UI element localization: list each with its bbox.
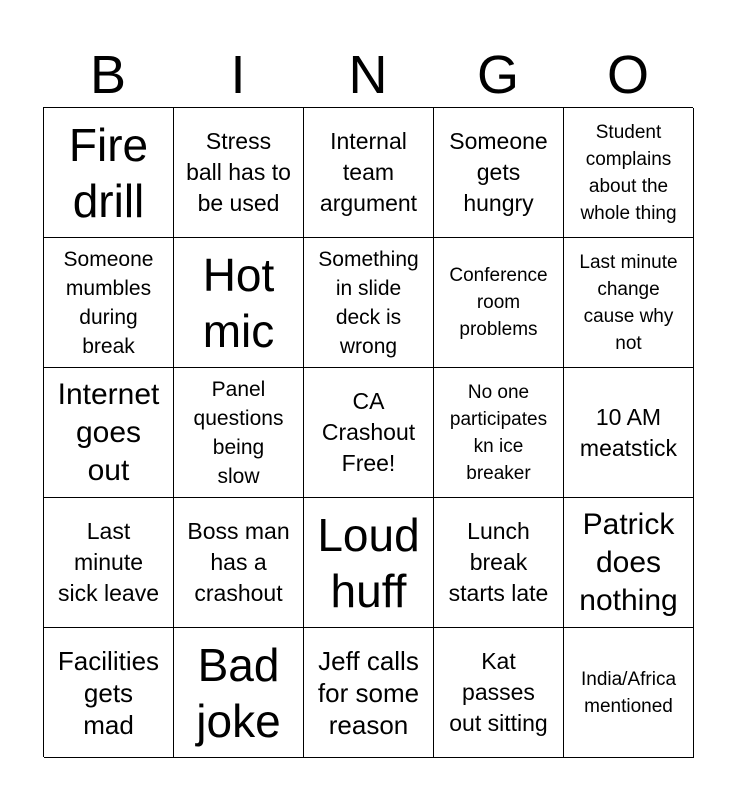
header-letter-i: I xyxy=(230,45,246,105)
cell-text: Last minute change cause why not xyxy=(579,251,678,354)
header-letter-o: O xyxy=(606,45,649,105)
bingo-cell[interactable] xyxy=(44,108,174,238)
bingo-cell[interactable] xyxy=(174,498,304,628)
cell-text: Kat passes out sitting xyxy=(449,648,548,736)
bingo-cell[interactable] xyxy=(44,628,174,758)
bingo-cell[interactable] xyxy=(304,498,434,628)
bingo-cell[interactable] xyxy=(304,628,434,758)
cell-text: Bad joke xyxy=(196,638,281,747)
cell-text: Someone gets hungry xyxy=(449,128,548,216)
header-letter-g: G xyxy=(476,45,519,105)
cell-text: Lunch break starts late xyxy=(448,518,549,606)
cell-text: Facilities gets mad xyxy=(57,645,160,740)
cell-text: Panel questions being slow xyxy=(193,377,284,488)
bingo-cell[interactable] xyxy=(564,498,694,628)
cell-text: 10 AM meatstick xyxy=(579,403,678,461)
bingo-cell[interactable] xyxy=(174,368,304,498)
cell-text: Stress ball has to be used xyxy=(186,128,291,216)
bingo-cell[interactable] xyxy=(44,368,174,498)
bingo-cell[interactable] xyxy=(174,238,304,368)
cell-text: Internal team argument xyxy=(319,128,418,216)
free-space-cell[interactable] xyxy=(304,368,434,498)
cell-text: Internet goes out xyxy=(57,377,160,487)
bingo-cell[interactable] xyxy=(434,238,564,368)
cell-text: No one participates kn ice breaker xyxy=(449,381,548,484)
cell-text: Student complains about the whole thing xyxy=(580,121,677,224)
cell-text: Someone mumbles during break xyxy=(63,247,154,358)
free-space-text: CA Crashout Free! xyxy=(321,388,416,476)
cell-text: Boss man has a crashout xyxy=(187,518,290,606)
bingo-cell[interactable] xyxy=(434,628,564,758)
cell-text: Jeff calls for some reason xyxy=(317,645,420,740)
cell-text: Conference room problems xyxy=(449,265,548,340)
bingo-cell[interactable] xyxy=(44,498,174,628)
bingo-cell[interactable] xyxy=(174,628,304,758)
cell-text: Fire drill xyxy=(68,118,149,227)
bingo-cell[interactable] xyxy=(434,368,564,498)
bingo-cell[interactable] xyxy=(304,108,434,238)
header-letter-n: N xyxy=(348,45,388,105)
cell-text: Patrick does nothing xyxy=(579,507,678,617)
bingo-cell[interactable] xyxy=(174,108,304,238)
cell-text: India/Africa mentioned xyxy=(580,668,677,717)
bingo-cell[interactable] xyxy=(44,238,174,368)
cell-text: Hot mic xyxy=(202,248,275,357)
bingo-cell[interactable] xyxy=(304,238,434,368)
cell-text: Something in slide deck is wrong xyxy=(318,247,419,358)
bingo-cell[interactable] xyxy=(564,628,694,758)
bingo-cell[interactable] xyxy=(434,498,564,628)
bingo-board xyxy=(43,107,693,757)
bingo-header xyxy=(43,44,693,106)
bingo-cell[interactable] xyxy=(564,108,694,238)
cell-text: Last minute sick leave xyxy=(58,518,159,606)
bingo-cell[interactable] xyxy=(564,238,694,368)
cell-text: Loud huff xyxy=(317,508,420,617)
bingo-cell[interactable] xyxy=(434,108,564,238)
header-letter-b: B xyxy=(89,45,127,105)
bingo-cell[interactable] xyxy=(564,368,694,498)
